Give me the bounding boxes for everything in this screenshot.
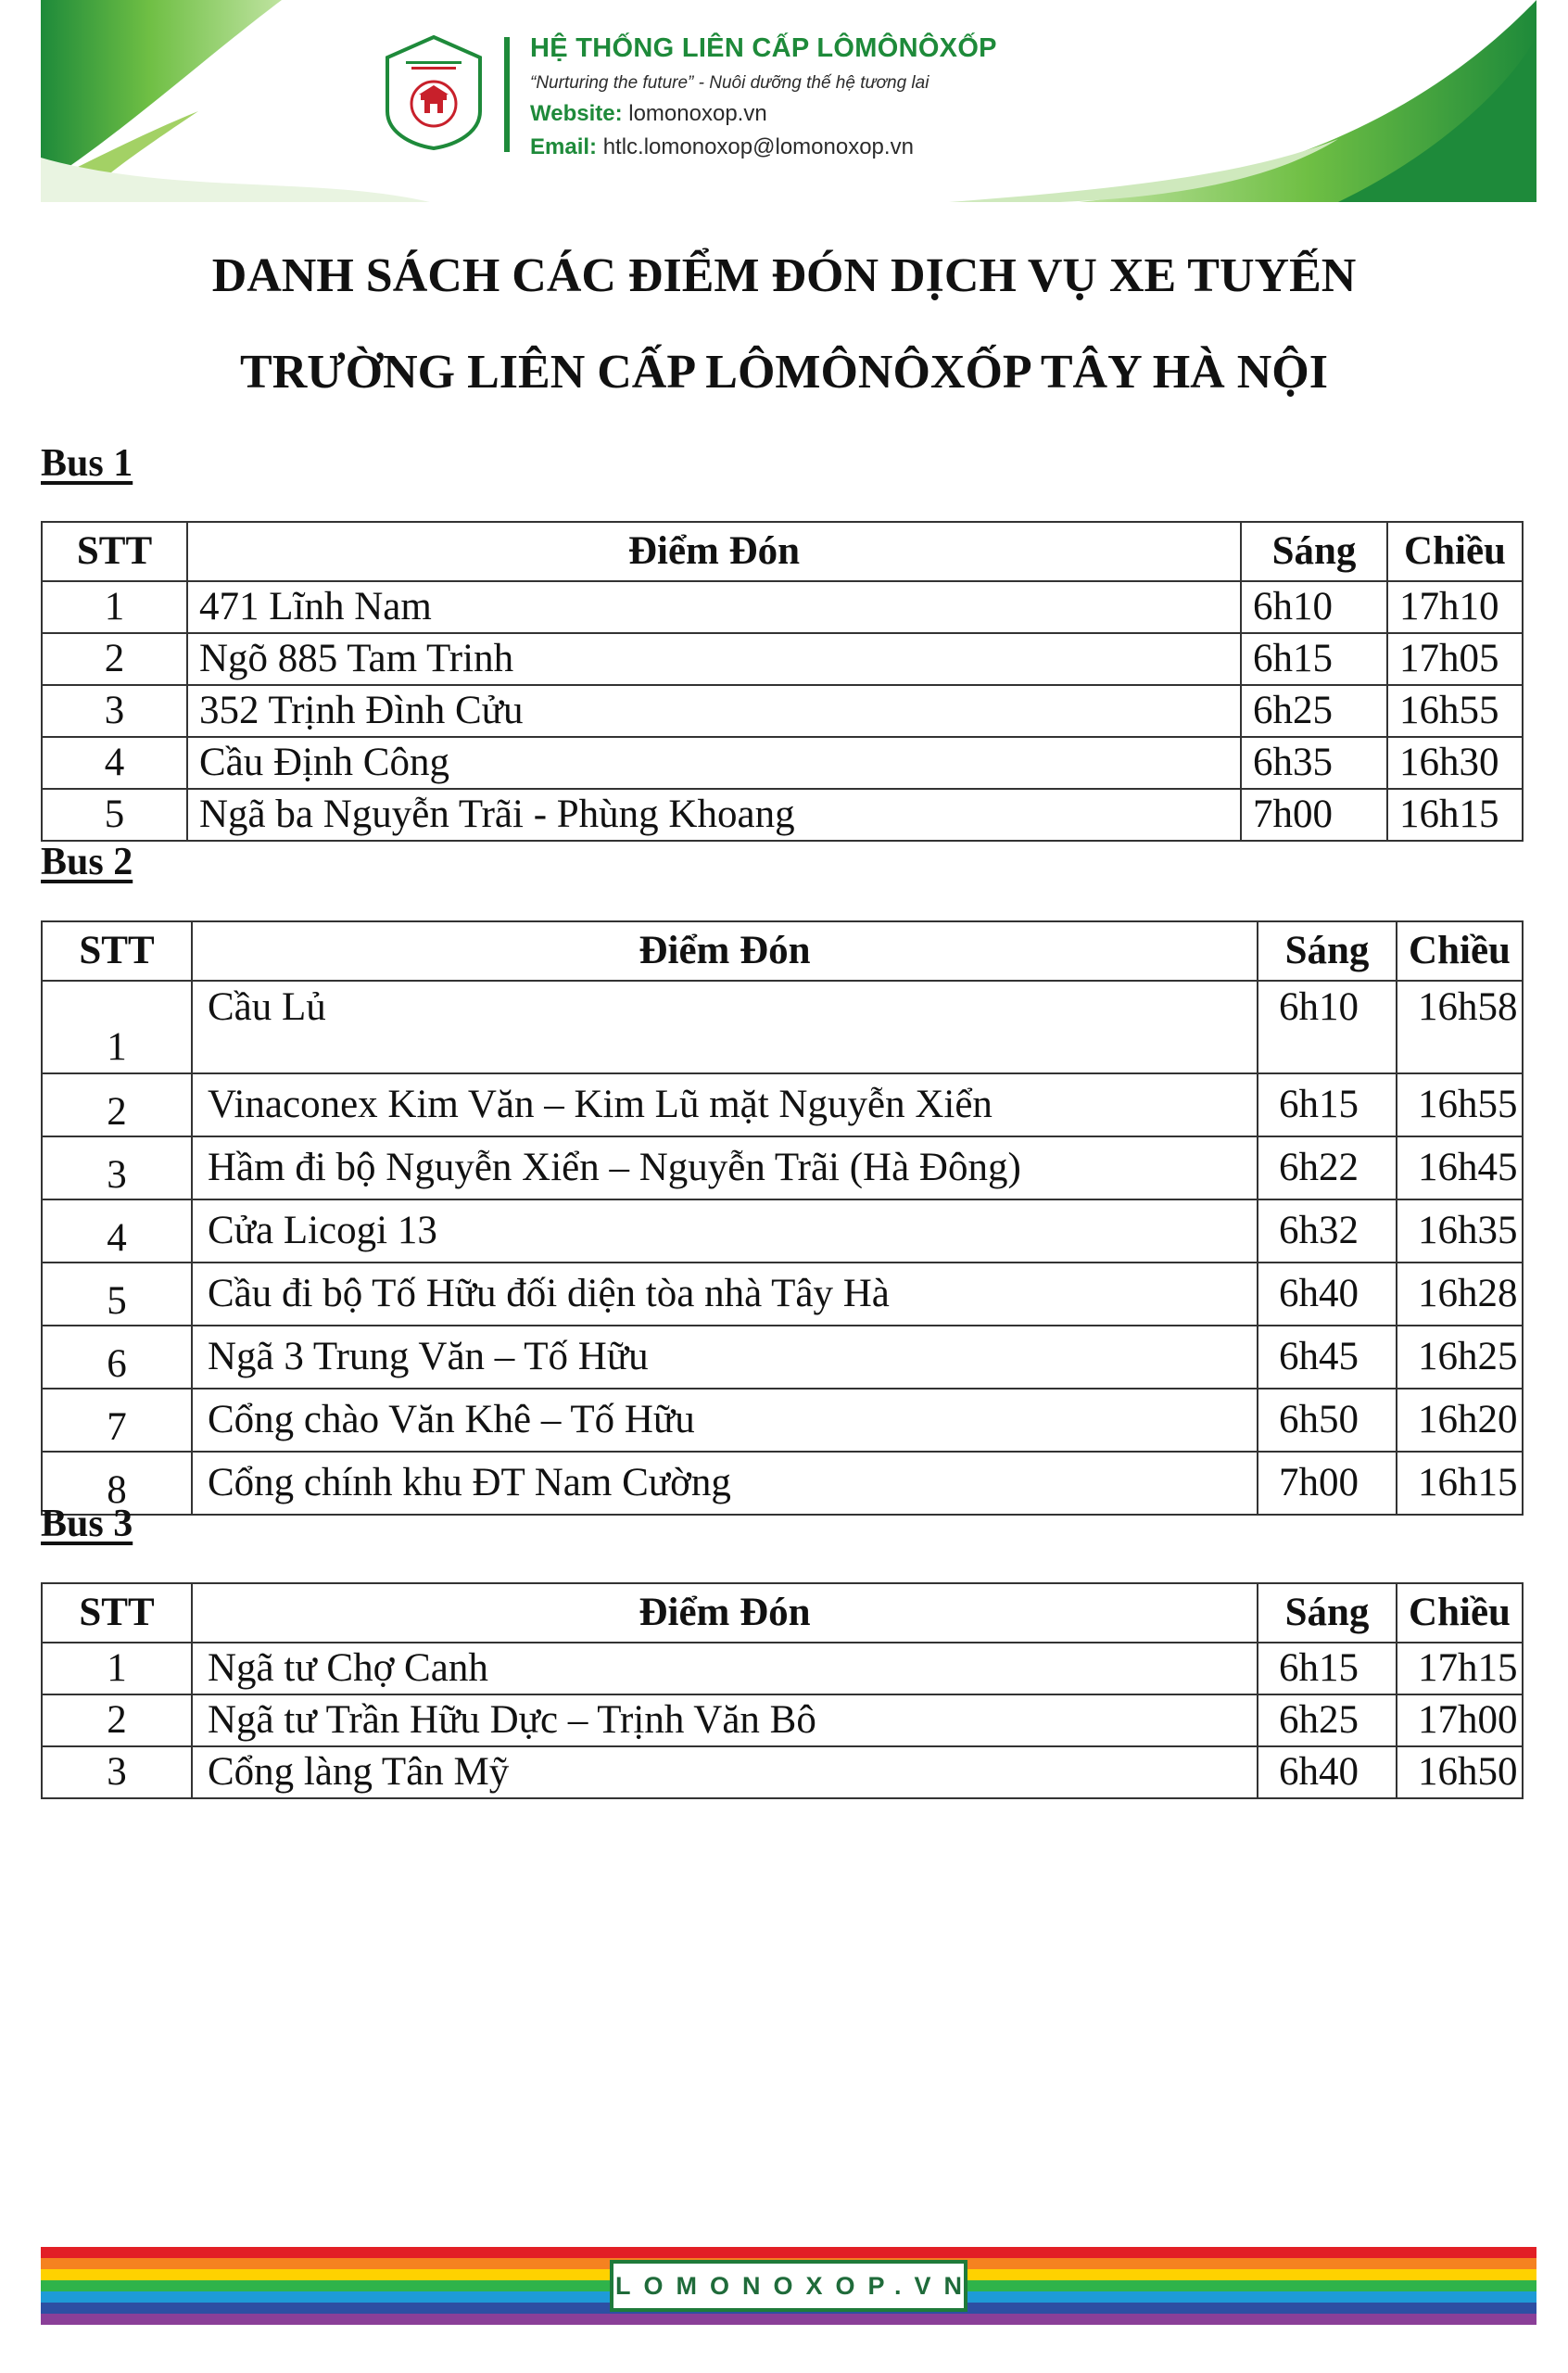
stt-cell: 1 xyxy=(42,981,192,1073)
stop-cell: Cổng chính khu ĐT Nam Cường xyxy=(192,1452,1258,1515)
table-row xyxy=(42,1643,1523,1694)
brand-slogan: “Nurturing the future” - Nuôi dưỡng thế hệ tương lai xyxy=(530,73,929,93)
afternoon-cell: 16h15 xyxy=(1387,789,1523,841)
table-row xyxy=(42,737,1523,789)
table-row xyxy=(42,1263,1523,1326)
table-row xyxy=(42,1326,1523,1389)
col-stt: STT xyxy=(42,1583,192,1643)
table-header-row xyxy=(42,1583,1523,1643)
table-row xyxy=(42,1389,1523,1452)
stt-cell: 5 xyxy=(42,789,187,841)
morning-cell: 6h15 xyxy=(1241,633,1387,685)
table-header-row xyxy=(42,921,1523,981)
afternoon-cell: 16h58 xyxy=(1397,981,1523,1073)
stt-cell: 6 xyxy=(42,1326,192,1389)
col-morning: Sáng xyxy=(1258,1583,1397,1643)
stop-cell: Cầu Lủ xyxy=(192,981,1258,1073)
stt-cell: 3 xyxy=(42,1136,192,1199)
stop-cell: Ngã tư Chợ Canh xyxy=(192,1643,1258,1694)
stt-cell: 1 xyxy=(42,581,187,633)
table-row xyxy=(42,1452,1523,1515)
afternoon-cell: 17h15 xyxy=(1397,1643,1523,1694)
col-stop: Điểm Đón xyxy=(192,1583,1258,1643)
col-afternoon: Chiều xyxy=(1397,921,1523,981)
email-line xyxy=(530,134,997,160)
afternoon-cell: 16h55 xyxy=(1387,685,1523,737)
document-title-line2: TRƯỜNG LIÊN CẤP LÔMÔNÔXỐP TÂY HÀ NỘI xyxy=(240,346,1328,399)
stop-cell: Cầu Định Công xyxy=(187,737,1241,789)
table-row xyxy=(42,1136,1523,1199)
afternoon-cell: 16h35 xyxy=(1397,1199,1523,1263)
stop-cell: Cửa Licogi 13 xyxy=(192,1199,1258,1263)
morning-cell: 6h15 xyxy=(1258,1643,1397,1694)
bus-1-label: Bus 1 xyxy=(41,442,133,485)
stop-cell: Cổng làng Tân Mỹ xyxy=(192,1746,1258,1798)
morning-cell: 6h32 xyxy=(1258,1199,1397,1263)
brand-text-block xyxy=(530,33,997,160)
morning-cell: 6h50 xyxy=(1258,1389,1397,1452)
stt-cell: 3 xyxy=(42,685,187,737)
col-morning: Sáng xyxy=(1258,921,1397,981)
morning-cell: 7h00 xyxy=(1241,789,1387,841)
document-title-line1: DANH SÁCH CÁC ĐIỂM ĐÓN DỊCH VỤ XE TUYẾN xyxy=(211,249,1357,302)
header-banner xyxy=(41,0,1536,202)
bus-3-table xyxy=(41,1582,1524,1799)
stop-cell: Ngõ 885 Tam Trinh xyxy=(187,633,1241,685)
table-row xyxy=(42,1073,1523,1136)
stt-cell: 7 xyxy=(42,1389,192,1452)
stop-cell: Ngã ba Nguyễn Trãi - Phùng Khoang xyxy=(187,789,1241,841)
table-header-row xyxy=(42,522,1523,581)
morning-cell: 6h35 xyxy=(1241,737,1387,789)
website-value[interactable]: lomonoxop.vn xyxy=(628,101,767,126)
brand-title: HỆ THỐNG LIÊN CẤP LÔMÔNÔXỐP xyxy=(530,33,997,63)
bus-3-label: Bus 3 xyxy=(41,1503,133,1545)
stt-cell: 4 xyxy=(42,1199,192,1263)
col-stop: Điểm Đón xyxy=(187,522,1241,581)
afternoon-cell: 17h10 xyxy=(1387,581,1523,633)
table-row xyxy=(42,1746,1523,1798)
stt-cell: 2 xyxy=(42,1073,192,1136)
col-afternoon: Chiều xyxy=(1387,522,1523,581)
stt-cell: 1 xyxy=(42,1643,192,1694)
stt-cell: 2 xyxy=(42,633,187,685)
table-row xyxy=(42,1199,1523,1263)
footer-site-text: LOMONOXOP.VN xyxy=(614,2271,976,2300)
email-value[interactable]: htlc.lomonoxop@lomonoxop.vn xyxy=(602,134,914,159)
col-stt: STT xyxy=(42,921,192,981)
footer xyxy=(41,2247,1536,2325)
website-line xyxy=(530,101,997,127)
afternoon-cell: 16h45 xyxy=(1397,1136,1523,1199)
stop-cell: Cổng chào Văn Khê – Tố Hữu xyxy=(192,1389,1258,1452)
afternoon-cell: 17h00 xyxy=(1397,1694,1523,1746)
morning-cell: 6h10 xyxy=(1241,581,1387,633)
table-row xyxy=(42,789,1523,841)
bus-2-table xyxy=(41,920,1524,1516)
brand-divider xyxy=(504,37,510,152)
morning-cell: 6h10 xyxy=(1258,981,1397,1073)
morning-cell: 6h15 xyxy=(1258,1073,1397,1136)
table-row xyxy=(42,981,1523,1073)
table-row xyxy=(42,581,1523,633)
afternoon-cell: 16h15 xyxy=(1397,1452,1523,1515)
afternoon-cell: 16h20 xyxy=(1397,1389,1523,1452)
website-label: Website: xyxy=(530,101,623,126)
afternoon-cell: 16h55 xyxy=(1397,1073,1523,1136)
col-stt: STT xyxy=(42,522,187,581)
morning-cell: 6h22 xyxy=(1258,1136,1397,1199)
afternoon-cell: 17h05 xyxy=(1387,633,1523,685)
stop-cell: Hầm đi bộ Nguyễn Xiển – Nguyễn Trãi (Hà Đông) xyxy=(192,1136,1258,1199)
morning-cell: 6h40 xyxy=(1258,1263,1397,1326)
col-morning: Sáng xyxy=(1241,522,1387,581)
morning-cell: 6h40 xyxy=(1258,1746,1397,1798)
afternoon-cell: 16h28 xyxy=(1397,1263,1523,1326)
col-afternoon: Chiều xyxy=(1397,1583,1523,1643)
morning-cell: 6h25 xyxy=(1258,1694,1397,1746)
afternoon-cell: 16h30 xyxy=(1387,737,1523,789)
stt-cell: 2 xyxy=(42,1694,192,1746)
bus-1-table xyxy=(41,521,1524,842)
bus-2-label: Bus 2 xyxy=(41,841,133,883)
table-row xyxy=(42,685,1523,737)
morning-cell: 6h45 xyxy=(1258,1326,1397,1389)
col-stop: Điểm Đón xyxy=(192,921,1258,981)
morning-cell: 7h00 xyxy=(1258,1452,1397,1515)
stt-cell: 5 xyxy=(42,1263,192,1326)
table-row xyxy=(42,1694,1523,1746)
table-row xyxy=(42,633,1523,685)
morning-cell: 6h25 xyxy=(1241,685,1387,737)
stop-cell: Cầu đi bộ Tố Hữu đối diện tòa nhà Tây Hà xyxy=(192,1263,1258,1326)
stop-cell: Ngã tư Trần Hữu Dực – Trịnh Văn Bô xyxy=(192,1694,1258,1746)
afternoon-cell: 16h25 xyxy=(1397,1326,1523,1389)
stop-cell: Ngã 3 Trung Văn – Tố Hữu xyxy=(192,1326,1258,1389)
footer-site-badge[interactable] xyxy=(610,2260,976,2312)
stop-cell: 471 Lĩnh Nam xyxy=(187,581,1241,633)
stripe xyxy=(41,2314,1536,2325)
stripe xyxy=(41,2247,1536,2258)
stt-cell: 3 xyxy=(42,1746,192,1798)
email-label: Email: xyxy=(530,134,598,159)
school-logo xyxy=(384,35,484,150)
stt-cell: 8 xyxy=(42,1452,192,1515)
stt-cell: 4 xyxy=(42,737,187,789)
afternoon-cell: 16h50 xyxy=(1397,1746,1523,1798)
stop-cell: Vinaconex Kim Văn – Kim Lũ mặt Nguyễn Xiển xyxy=(192,1073,1258,1136)
stop-cell: 352 Trịnh Đình Cửu xyxy=(187,685,1241,737)
